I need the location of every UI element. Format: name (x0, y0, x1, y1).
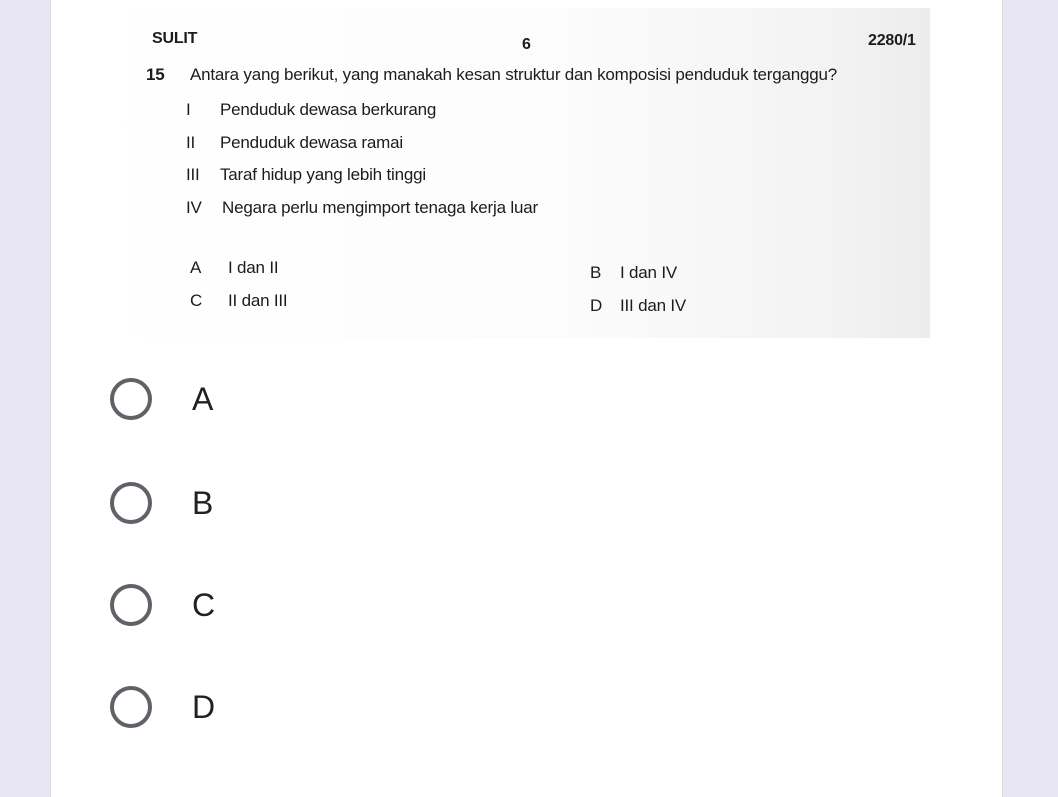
header-page-number: 6 (522, 36, 531, 53)
option-letter: A (190, 258, 202, 277)
statement-numeral: IV (186, 198, 202, 217)
option-text: III dan IV (620, 296, 687, 315)
question-image (82, 8, 930, 338)
radio-button[interactable] (110, 378, 152, 420)
choice-label[interactable]: A (192, 380, 214, 417)
choice-c[interactable] (110, 584, 215, 626)
choice-b[interactable] (110, 482, 213, 524)
choice-label[interactable]: D (192, 688, 216, 725)
choice-label[interactable]: B (192, 484, 214, 521)
option-letter: C (190, 291, 203, 310)
option-text: I dan II (228, 258, 279, 277)
statement-text: Penduduk dewasa ramai (220, 133, 403, 152)
header-sulit: SULIT (152, 30, 198, 47)
choice-label[interactable]: C (192, 586, 216, 623)
radio-button[interactable] (110, 482, 152, 524)
option-letter: D (590, 296, 603, 315)
option-text: I dan IV (620, 263, 677, 282)
radio-button[interactable] (110, 584, 152, 626)
choice-d[interactable] (110, 686, 215, 728)
option-letter: B (590, 263, 602, 282)
statement-numeral: I (186, 100, 191, 119)
header-paper-code: 2280/1 (868, 32, 916, 49)
statement-numeral: II (186, 133, 196, 152)
statement-text: Taraf hidup yang lebih tinggi (220, 165, 426, 184)
statement-numeral: III (186, 165, 200, 184)
radio-button[interactable] (110, 686, 152, 728)
question-number: 15 (146, 65, 165, 84)
question-text: Antara yang berikut, yang manakah kesan struktur dan komposisi penduduk terganggu? (190, 65, 838, 84)
option-text: II dan III (228, 291, 288, 310)
statement-text: Negara perlu mengimport tenaga kerja luar (222, 198, 538, 217)
choice-a[interactable] (110, 378, 213, 420)
statement-text: Penduduk dewasa berkurang (220, 100, 437, 119)
